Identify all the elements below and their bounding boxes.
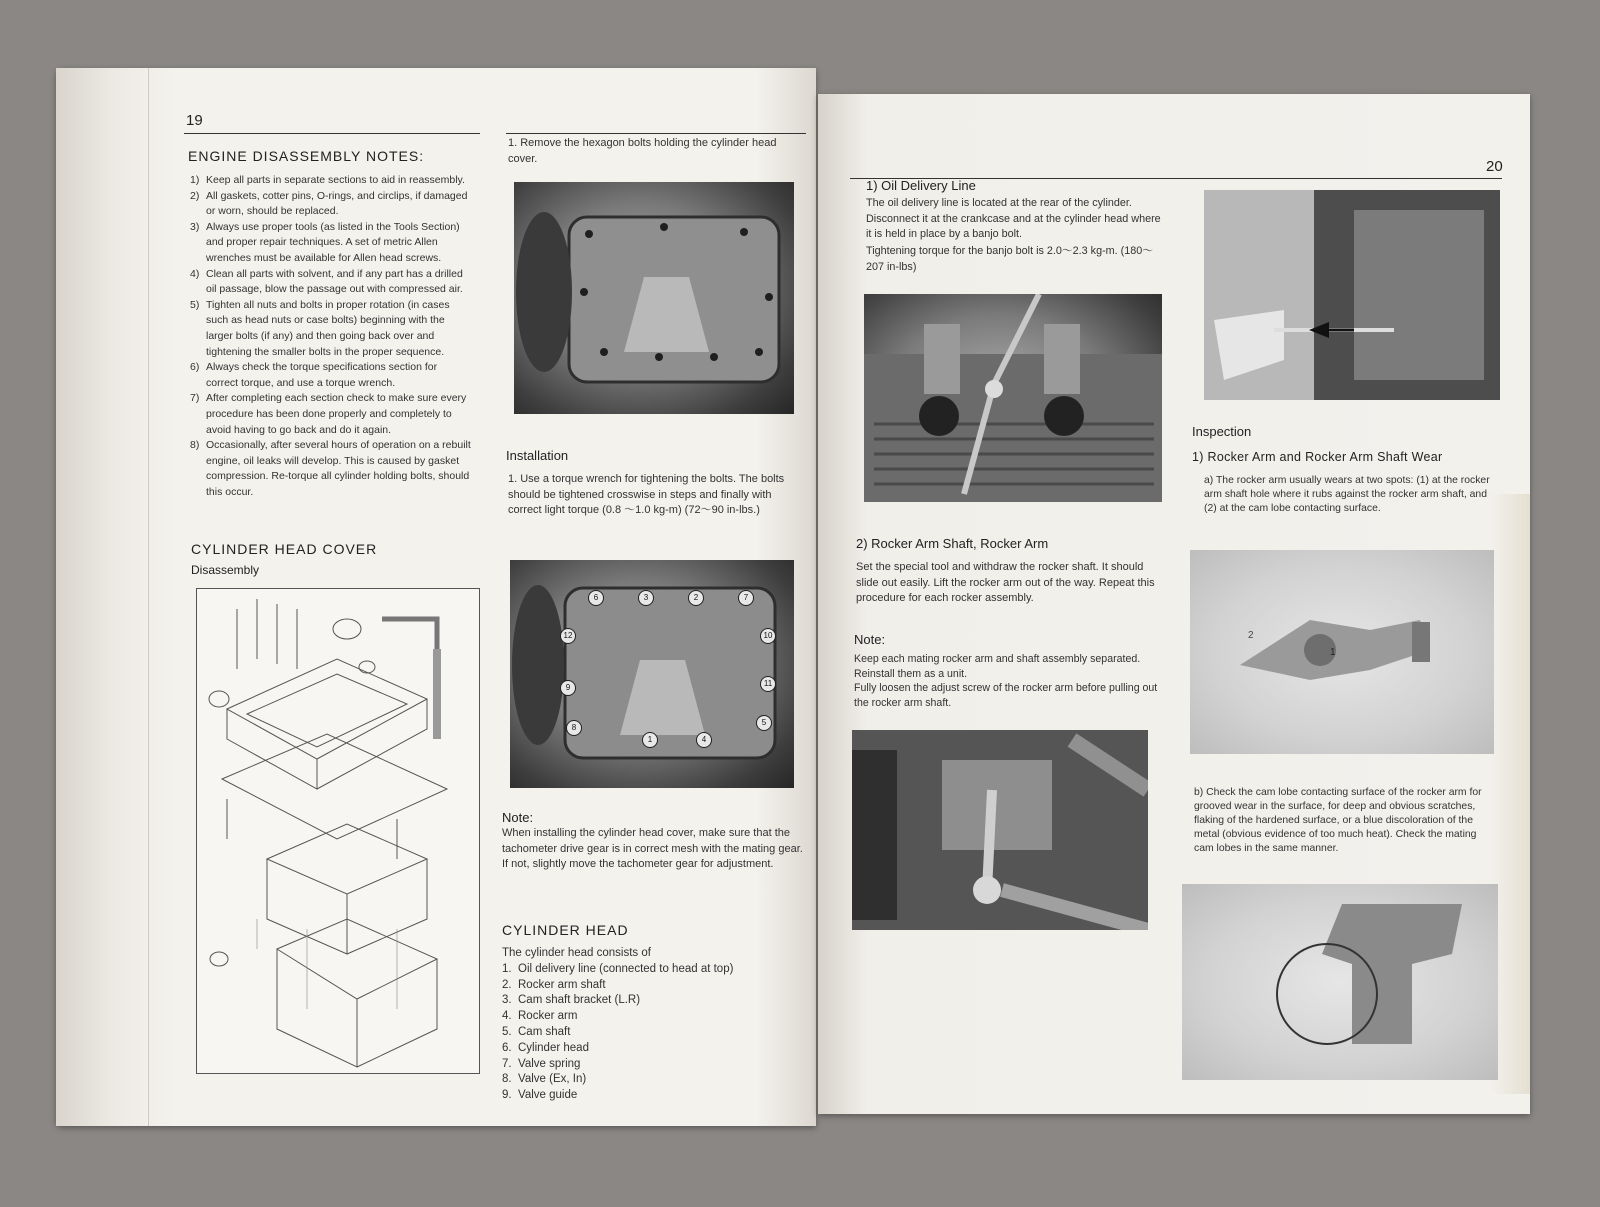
- note-item-number: 7): [190, 392, 200, 405]
- note-item-number: 1): [190, 174, 200, 186]
- item-a-text: a) The rocker arm usually wears at two spots: (1) at the rocker arm shaft hole where it rubs against the rocker arm shaft, and (2) at the cam lobe contacting surface.: [1204, 475, 1490, 514]
- note-line: Fully loosen the adjust screw of the rocker arm before pulling out the rocker arm shaft.: [854, 682, 1158, 709]
- header-rule-left-2: [506, 133, 806, 134]
- head-cover-photo-sequence: [510, 560, 794, 788]
- exploded-view-svg: [197, 589, 479, 1073]
- rocker-shaft-photo-svg: [852, 730, 1148, 930]
- part-item: [502, 993, 802, 1009]
- part-item-number: 6.: [502, 1041, 512, 1054]
- bolt-sequence-label: 12: [560, 628, 576, 644]
- rocker-closeup-svg: [1182, 884, 1498, 1080]
- note-lines-right: [854, 652, 1164, 710]
- note-item: [190, 267, 472, 298]
- remove-bolts-step: 1. Remove the hexagon bolts holding the cylinder head cover.: [508, 137, 777, 165]
- bolt-sequence-label: 5: [756, 715, 772, 731]
- oil-delivery-text: The oil delivery line is located at the rear of the cylinder. Disconnect it at the crankcase and at the cylinder head where it is held in place by a banjo bolt.: [866, 197, 1161, 240]
- note-item-number: 8): [190, 439, 200, 452]
- rocker-closeup-photo: [1182, 884, 1498, 1080]
- bolt-sequence-label: 11: [760, 676, 776, 692]
- note-item-text: Tighten all nuts and bolts in proper rotation (in cases such as head nuts or case bolts) beginning with the larger bolts (if any) and then going back over and tightening the smaller bolts in the proper sequence.: [206, 298, 450, 358]
- note-item-number: 4): [190, 267, 200, 280]
- installation-heading: Installation: [506, 448, 569, 463]
- note-heading-right: Note:: [854, 632, 886, 647]
- part-item: [502, 1072, 802, 1088]
- note-item-text: Keep all parts in separate sections to aid in reassembly.: [206, 174, 465, 186]
- rocker-arm-photo-svg: [1190, 550, 1494, 754]
- note-item-text: Always check the torque specifications section for correct torque, and use a torque wrench.: [206, 361, 438, 389]
- note-text-left: When installing the cylinder head cover, make sure that the tachometer drive gear is in correct mesh with the mating gear. If not, slightly move the tachometer gear for adjustment.: [502, 827, 803, 870]
- inspection-heading: Inspection: [1192, 424, 1252, 439]
- part-item-number: 3.: [502, 994, 512, 1007]
- page-number-left: 19: [186, 112, 203, 129]
- oil-line-photo: [864, 294, 1162, 502]
- page-spine: [56, 68, 149, 1126]
- engine-notes-list: [190, 173, 472, 500]
- item-b-text: b) Check the cam lobe contacting surface of the rocker arm for grooved wear in the surface, for deep and obvious scratches, flaking of the hardened surface, or a blue discoloration of the metal (obvious evidence of too much heat). Check the mating cam lobes in the same manner.: [1194, 787, 1482, 854]
- note-item-number: 6): [190, 361, 200, 374]
- note-item: [190, 391, 472, 438]
- oil-torque-text: Tightening torque for the banjo bolt is 2.0～2.3 kg-m. (180～207 in-lbs): [866, 245, 1154, 273]
- part-item-number: 9.: [502, 1089, 512, 1102]
- part-item-text: Valve spring: [518, 1057, 581, 1070]
- part-item-text: Valve (Ex, In): [518, 1073, 587, 1086]
- rocker-label-1: 1: [1330, 647, 1336, 658]
- bolt-sequence-label: 10: [760, 628, 776, 644]
- page-number-right: 20: [1486, 158, 1503, 175]
- note-item-number: 2): [190, 189, 200, 202]
- part-item-text: Cylinder head: [518, 1041, 589, 1054]
- note-item: [190, 360, 472, 391]
- part-item: [502, 1041, 802, 1057]
- consists-intro: The cylinder head consists of: [502, 947, 651, 959]
- note-item: [190, 438, 472, 500]
- bolt-sequence-label: 4: [696, 732, 712, 748]
- part-item-number: 5.: [502, 1025, 512, 1038]
- install-step: 1. Use a torque wrench for tightening the bolts. The bolts should be tightened crosswise in steps and finally with correct light torque (0.8 ～1.0 kg-m) (72～90 in-lbs.): [508, 473, 785, 516]
- note-item-text: All gaskets, cotter pins, O-rings, and circlips, if damaged or worn, should be replaced.: [206, 189, 468, 218]
- cylinder-head-parts: [502, 946, 802, 1104]
- bolt-sequence-label: 7: [738, 590, 754, 606]
- bolt-sequence-label: 2: [688, 590, 704, 606]
- part-item: [502, 1025, 802, 1041]
- note-item: [190, 189, 472, 220]
- part-item-text: Cam shaft bracket (L.R): [518, 994, 641, 1007]
- note-item-text: After completing each section check to make sure every procedure has been done properly and completely to avoid having to go back and do it again.: [206, 392, 467, 436]
- wear-heading: 1) Rocker Arm and Rocker Arm Shaft Wear: [1192, 450, 1443, 464]
- part-item-text: Rocker arm shaft: [518, 978, 606, 991]
- note-item: [190, 220, 472, 267]
- disassembly-subheading: Disassembly: [191, 563, 260, 577]
- part-item-number: 8.: [502, 1073, 512, 1086]
- part-item: [502, 1057, 802, 1073]
- bolt-sequence-label: 3: [638, 590, 654, 606]
- note-item-text: Occasionally, after several hours of operation on a rebuilt engine, oil leaks will develop. This is caused by gasket compression. Re-torque all cylinder holding bolts, should this occur.: [206, 439, 471, 498]
- parts-list: [502, 962, 802, 1104]
- part-item-number: 4.: [502, 1010, 512, 1023]
- bolt-sequence-label: 8: [566, 720, 582, 736]
- note-heading-left: Note:: [502, 810, 534, 825]
- part-item: [502, 1088, 802, 1104]
- exploded-view-drawing: [196, 588, 480, 1074]
- rocker-shaft-photo: [852, 730, 1148, 930]
- bolt-sequence-label: 9: [560, 680, 576, 696]
- rocker-arm-text: Set the special tool and withdraw the rocker shaft. It should slide out easily. Lift the rocker arm out of the way. Repeat this procedure for each rocker assembly.: [856, 561, 1155, 604]
- part-item: [502, 1009, 802, 1025]
- oil-line-photo-svg: [864, 294, 1162, 502]
- cylinder-head-cover-heading: CYLINDER HEAD COVER: [191, 541, 378, 557]
- part-item: [502, 962, 802, 978]
- note-line: Keep each mating rocker arm and shaft assembly separated.: [854, 653, 1141, 665]
- rocker-arm-heading: 2) Rocker Arm Shaft, Rocker Arm: [856, 536, 1049, 551]
- rocker-tool-photo-svg: [1204, 190, 1500, 400]
- note-item-number: 3): [190, 220, 200, 233]
- note-item: [190, 298, 472, 360]
- note-item-text: Clean all parts with solvent, and if any part has a drilled oil passage, blow the passage out with compressed air.: [206, 267, 463, 296]
- part-item-text: Valve guide: [518, 1089, 578, 1102]
- rocker-label-2: 2: [1248, 630, 1254, 641]
- note-item-text: Always use proper tools (as listed in the Tools Section) and proper repair techniques. A set of metric Allen wrenches must be available for Allen head screws.: [206, 220, 460, 264]
- part-item-number: 7.: [502, 1057, 512, 1070]
- header-rule-left: [184, 133, 480, 134]
- note-item: [190, 173, 472, 189]
- head-cover-photo-svg: [514, 182, 794, 414]
- part-item-text: Oil delivery line (connected to head at top): [518, 962, 734, 975]
- part-item-text: Rocker arm: [518, 1010, 578, 1023]
- note-item-number: 5): [190, 298, 200, 311]
- rocker-tool-photo: [1204, 190, 1500, 400]
- part-item: [502, 978, 802, 994]
- bolt-sequence-label: 1: [642, 732, 658, 748]
- oil-delivery-heading: 1) Oil Delivery Line: [866, 178, 976, 193]
- part-item-text: Cam shaft: [518, 1025, 571, 1038]
- rocker-arm-photo: [1190, 550, 1494, 754]
- head-cover-photo-remove: [514, 182, 794, 414]
- part-item-number: 1.: [502, 962, 512, 975]
- note-line: Reinstall them as a unit.: [854, 667, 968, 680]
- part-item-number: 2.: [502, 978, 512, 991]
- notes-list: [190, 173, 472, 500]
- cylinder-head-heading: CYLINDER HEAD: [502, 922, 629, 938]
- engine-notes-heading: ENGINE DISASSEMBLY NOTES:: [188, 148, 425, 164]
- bolt-sequence-label: 6: [588, 590, 604, 606]
